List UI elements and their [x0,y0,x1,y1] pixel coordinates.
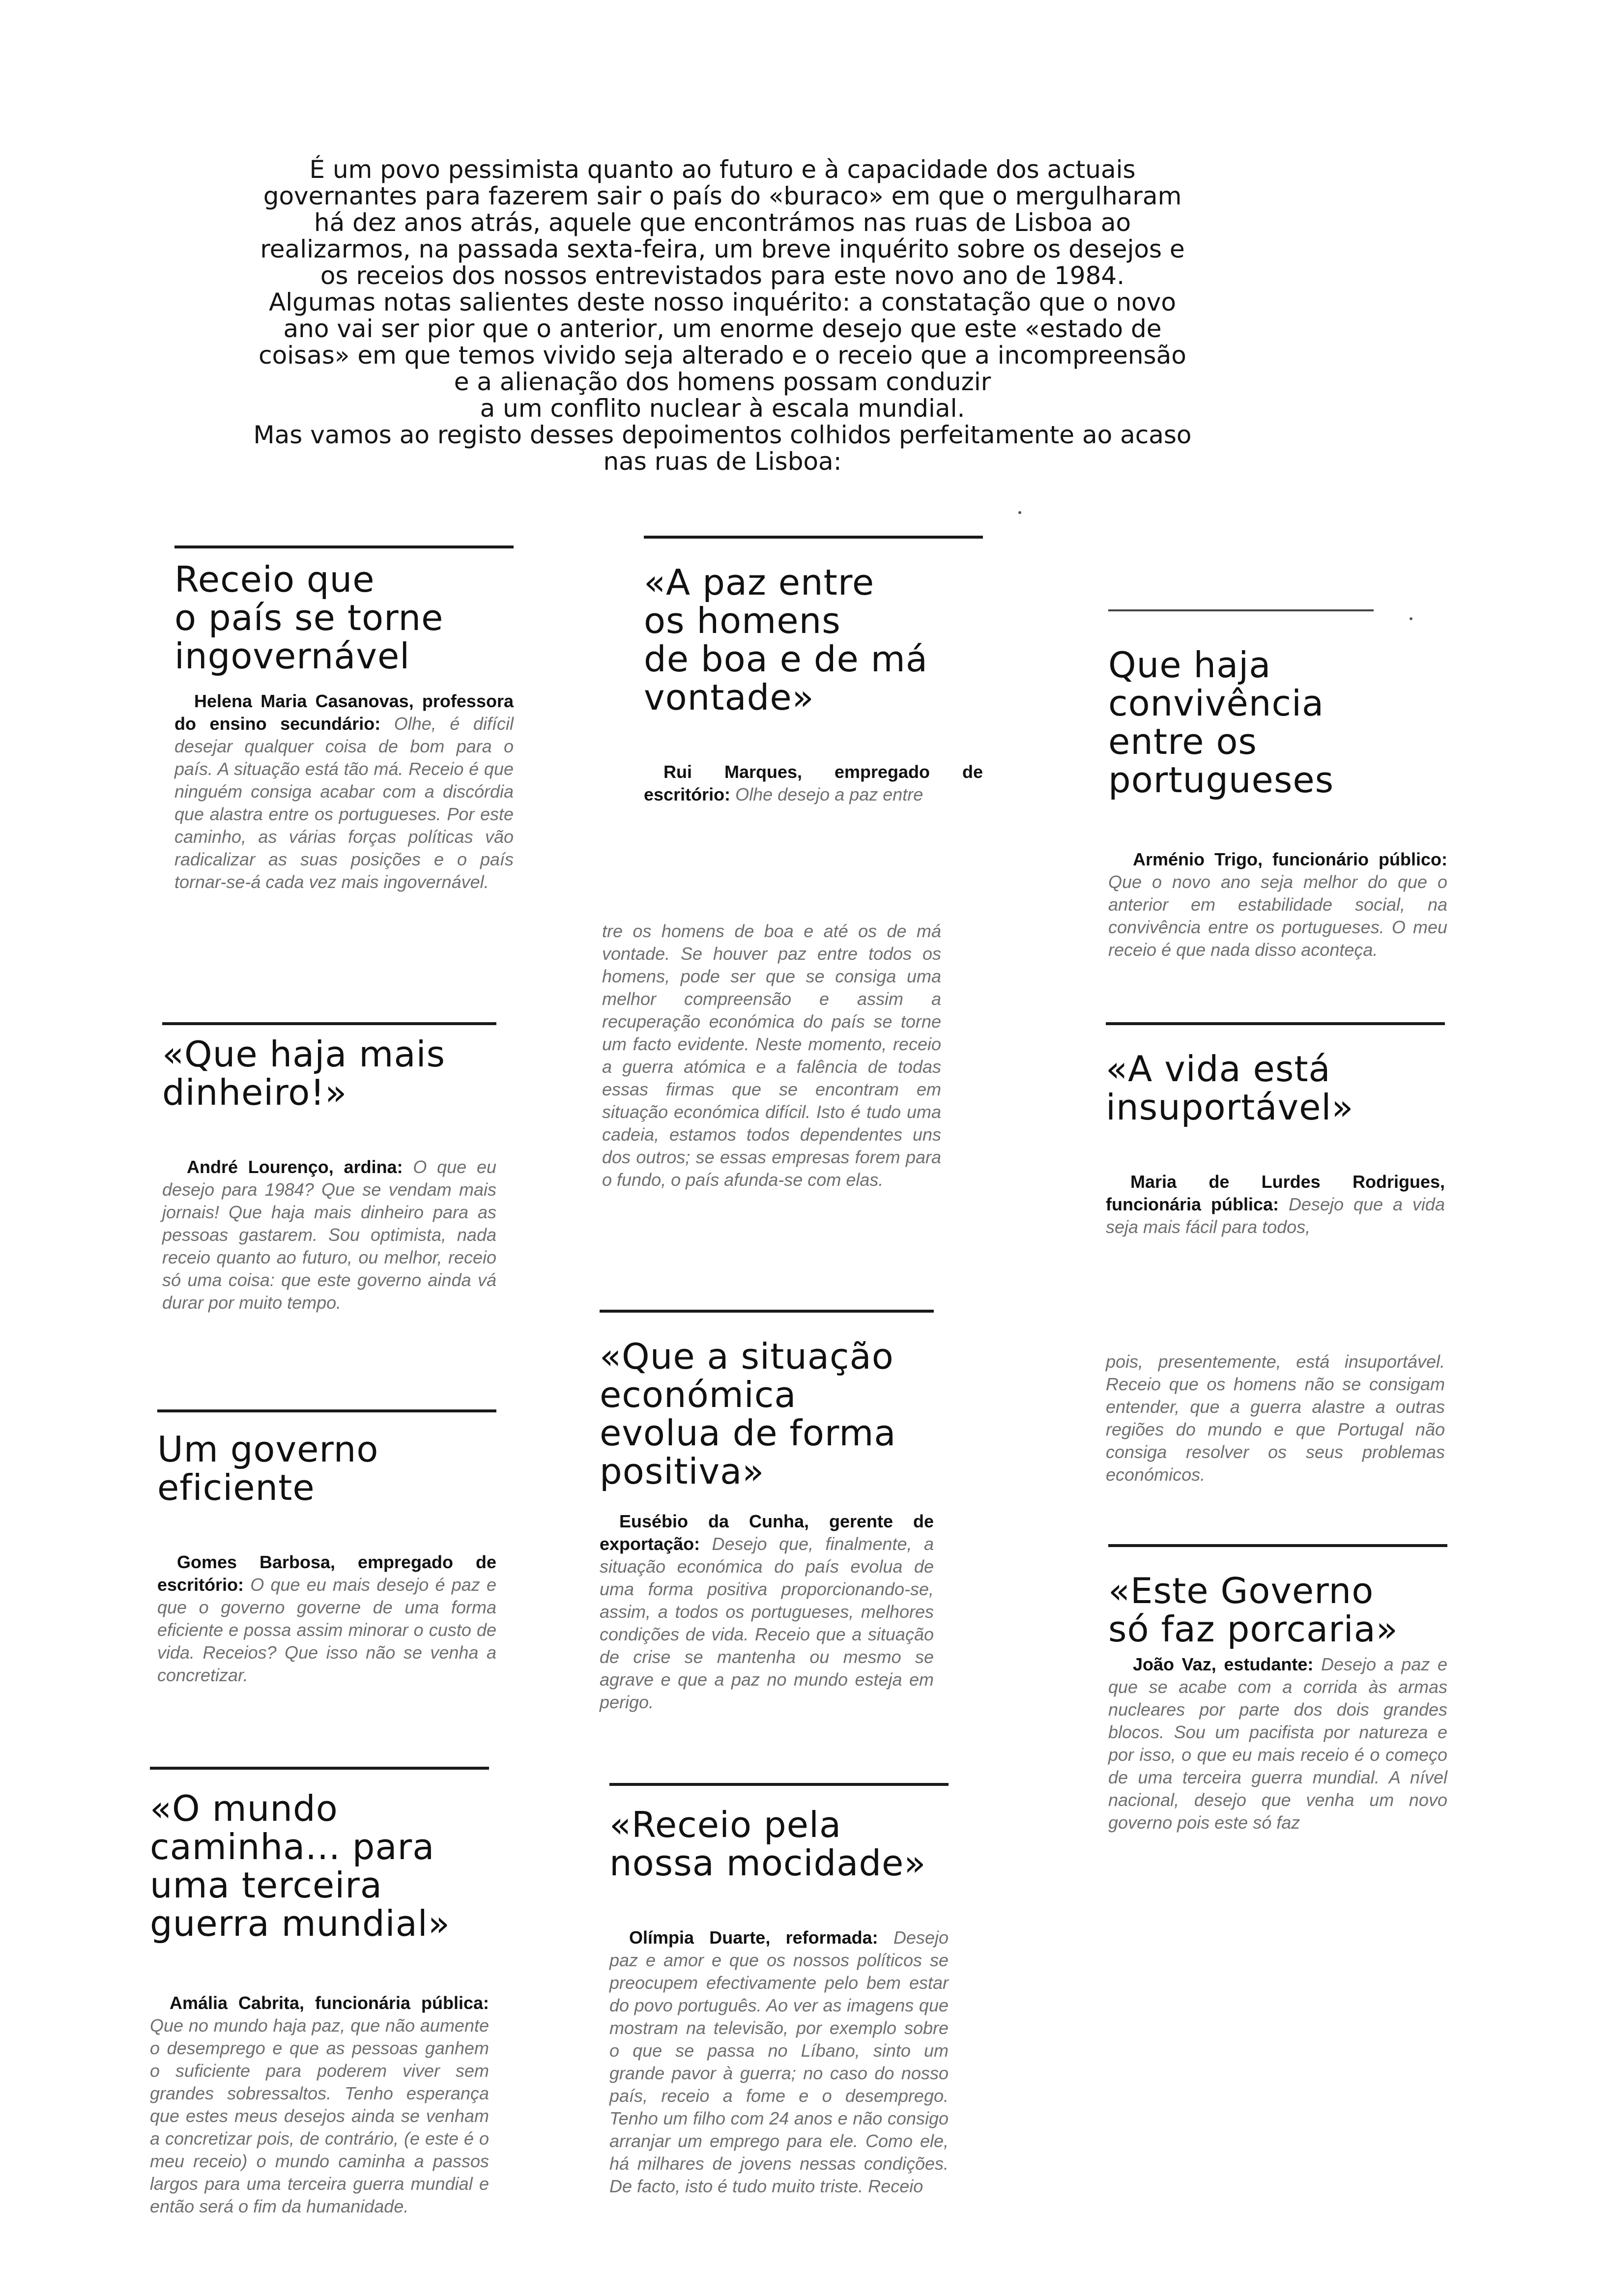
headline [1106,1050,1445,1126]
intro-line: coisas» em que temos vivido seja alterado e o receio que a incompreensão [259,341,1186,370]
headline-line: «Receio pela [609,1804,842,1845]
headline-line: portugueses [1108,759,1334,801]
article-body [162,1156,496,1314]
quote-text: O que eu mais desejo é paz e que o governo governe de uma forma eficiente e possa assim minorar o custo de vida. Receios? Que isso não se venha a concretizar. [157,1575,496,1685]
headline-line: «Que a situação [600,1336,894,1377]
article-amalia [150,1767,489,2218]
headline-line: eficiente [157,1467,315,1508]
headline-line: o país se torne [174,597,444,638]
quote-text: Desejo a paz e que se acabe com a corrida às armas nucleares por parte dos dois grandes blocos. Sou um pacifista por natureza e por isso, o que eu mais receio é o começo de uma terceira guerra mundial. A nível nacional, desejo que venha um novo governo pois este só faz [1108,1654,1447,1833]
headline-line: económica [600,1374,797,1415]
article-andre [162,1022,496,1314]
intro-line: os receios dos nossos entrevistados para este novo ano de 1984. [320,261,1125,290]
article-maria-lurdes [1106,1022,1445,1238]
headline-line: Que haja [1108,644,1271,686]
quote-text: Desejo paz e amor e que os nossos políticos se preocupem efectivamente pelo bem estar do povo português. Ao ver as imagens que mostram na televisão, por exemplo sobre o que se passa no Líbano, sinto um grande pavor à guerra; no caso do nosso país, receio a fome e o desemprego. Tenho um filho com 24 anos e não consigo arranjar um emprego para ele. Como ele, há milhares de jovens nessas condições. De facto, isto é tudo muito triste. Receio [609,1927,949,2196]
article-joao [1108,1544,1447,1834]
intro-line: É um povo pessimista quanto ao futuro e à capacidade dos actuais [309,155,1136,184]
headline [174,560,514,675]
interviewee-name: Gomes Barbosa, empregado de escritório: [157,1552,496,1595]
article-body [1106,1171,1445,1238]
article-helena [174,545,514,893]
article-gomes [157,1409,496,1687]
headline [157,1430,496,1507]
interviewee-name: Helena Maria Casanovas, professora do ensino secundário: [174,691,514,734]
divider [174,545,514,548]
quote-text: Desejo que a vida seja mais fácil para todos, [1106,1194,1445,1237]
divider [157,1409,496,1412]
quote-text: Olhe desejo a paz entre [735,784,923,804]
article-olimpia [609,1783,949,2198]
headline-line: insuportável» [1106,1087,1354,1128]
interviewee-name: Arménio Trigo, funcionário público: [1133,849,1447,869]
divider [150,1767,489,1770]
headline-line: convivência [1108,683,1324,724]
intro-line: e a alienação dos homens possam conduzir [454,368,991,396]
headline-line: «O mundo [150,1788,338,1829]
interviewee-name: Rui Marques, empregado de escritório: [644,762,983,804]
headline [644,563,983,717]
headline-line: «Este Governo [1108,1570,1374,1611]
divider [1108,609,1374,611]
interviewee-name: André Lourenço, ardina: [187,1157,403,1177]
article-body [157,1551,496,1687]
headline [609,1806,949,1882]
speck [1018,511,1021,514]
headline-line: guerra mundial» [150,1903,450,1944]
headline-line: os homens [644,600,841,641]
article-maria-lurdes-continuation [1106,1350,1445,1486]
continuation-text: pois, presentemente, está insuportável. Receio que os homens não se consigam entender, que a guerra alastre a outras regiões do mundo e que Portugal não consiga resolver os seus problemas económicos. [1106,1351,1445,1485]
intro-line: realizarmos, na passada sexta-feira, um breve inquérito sobre os desejos e [260,235,1185,263]
article-body [600,1510,934,1714]
article-body [1108,1653,1447,1834]
interviewee-name: Olímpia Duarte, reformada: [629,1927,878,1948]
article-armenio [1108,609,1447,961]
headline-line: nossa mocidade» [609,1842,926,1884]
quote-text: O que eu desejo para 1984? Que se vendam mais jornais! Que haja mais dinheiro para as pessoas gastarem. Sou optimista, nada receio quanto ao futuro, ou melhor, receio só uma coisa: que este governo ainda vá durar por muito tempo. [162,1157,496,1313]
article-body [174,690,514,893]
article-rui-continuation [602,920,941,1191]
interviewee-name: Eusébio da Cunha, gerente de exportação: [600,1511,934,1554]
headline-line: ingovernável [174,635,410,677]
article-body [609,1926,949,2198]
interviewee-name: Maria de Lurdes Rodrigues, funcionária pública: [1106,1172,1445,1214]
interviewee-name: João Vaz, estudante: [1133,1654,1314,1674]
headline-line: entre os [1108,721,1257,762]
divider [162,1022,496,1025]
quote-text: Olhe, é difícil desejar qualquer coisa de bom para o país. A situação está tão má. Receio é que ninguém consiga acabar com a discórdia que alastra entre os portugueses. Por este caminho, as várias forças políticas vão radicalizar as suas posições e o país tornar-se-á cada vez mais ingovernável. [174,714,514,892]
headline [1108,1572,1447,1648]
continuation-text: tre os homens de boa e até os de má vontade. Se houver paz entre todos os homens, pode ser que se consiga uma melhor compreensão e assim a recuperação económica do país se torne um facto evidente. Neste momento, receio a guerra atómica e a falência de todas essas firmas que se encontram em situação económica difícil. Isto é tudo uma cadeia, estamos todos dependentes uns dos outros; se essas empresas forem para o fundo, o país afunda-se com elas. [602,921,941,1190]
article-body [644,761,983,806]
quote-text: Que o novo ano seja melhor do que o anterior em estabilidade social, na convivência entre os portugueses. O meu receio é que nada disso aconteça. [1108,872,1447,960]
headline-line: positiva» [600,1451,765,1492]
headline [162,1035,496,1112]
article-rui [644,536,983,806]
article-body [1108,848,1447,961]
quote-text: Que no mundo haja paz, que não aumente o desemprego e que as pessoas ganhem o suficiente para poderem viver sem grandes sobressaltos. Tenho esperança que estes meus desejos ainda se venham a concretizar pois, de contrário, (e este é o meu receio) o mundo caminha a passos largos para uma terceira guerra mundial e então será o fim da humanidade. [150,2015,489,2216]
headline [150,1789,489,1943]
intro-line: nas ruas de Lisboa: [603,447,842,476]
headline [1108,646,1447,799]
headline-line: só faz porcaria» [1108,1608,1398,1650]
headline-line: «Que haja mais [162,1033,446,1075]
divider [1106,1022,1445,1025]
intro-line: a um conflito nuclear à escala mundial. [480,394,965,423]
headline-line: dinheiro!» [162,1072,347,1113]
divider [1108,1544,1447,1547]
intro-paragraph [187,156,1258,475]
intro-line: há dez anos atrás, aquele que encontrámos nas ruas de Lisboa ao [314,208,1131,237]
quote-text: Desejo que, finalmente, a situação económica do país evolua de uma forma positiva proporcionando-se, assim, a todos os portugueses, melhores condições de vida. Receio que a situação de crise se mantenha ou mesmo se agrave e que a paz no mundo esteja em perigo. [600,1534,934,1712]
headline-line: uma terceira [150,1865,382,1906]
article-body [150,1992,489,2218]
intro-line: ano vai ser pior que o anterior, um enorme desejo que este «estado de [283,315,1162,343]
divider [644,536,983,539]
headline-line: «A vida está [1106,1048,1331,1090]
divider [609,1783,949,1786]
headline-line: «A paz entre [644,562,875,603]
intro-line: Algumas notas salientes deste nosso inquérito: a constatação que o novo [269,288,1176,316]
article-eusebio [600,1310,934,1714]
headline-line: vontade» [644,677,814,718]
intro-line: Mas vamos ao registo desses depoimentos colhidos perfeitamente ao acaso [253,421,1192,449]
headline-line: Um governo [157,1429,379,1470]
divider [600,1310,934,1313]
headline-line: caminha... para [150,1826,435,1867]
headline-line: Receio que [174,559,375,600]
headline-line: evolua de forma [600,1412,896,1454]
intro-line: governantes para fazerem sair o país do «buraco» em que o mergulharam [263,182,1182,210]
headline [600,1337,934,1491]
interviewee-name: Amália Cabrita, funcionária pública: [170,1993,489,2013]
headline-line: de boa e de má [644,638,928,680]
